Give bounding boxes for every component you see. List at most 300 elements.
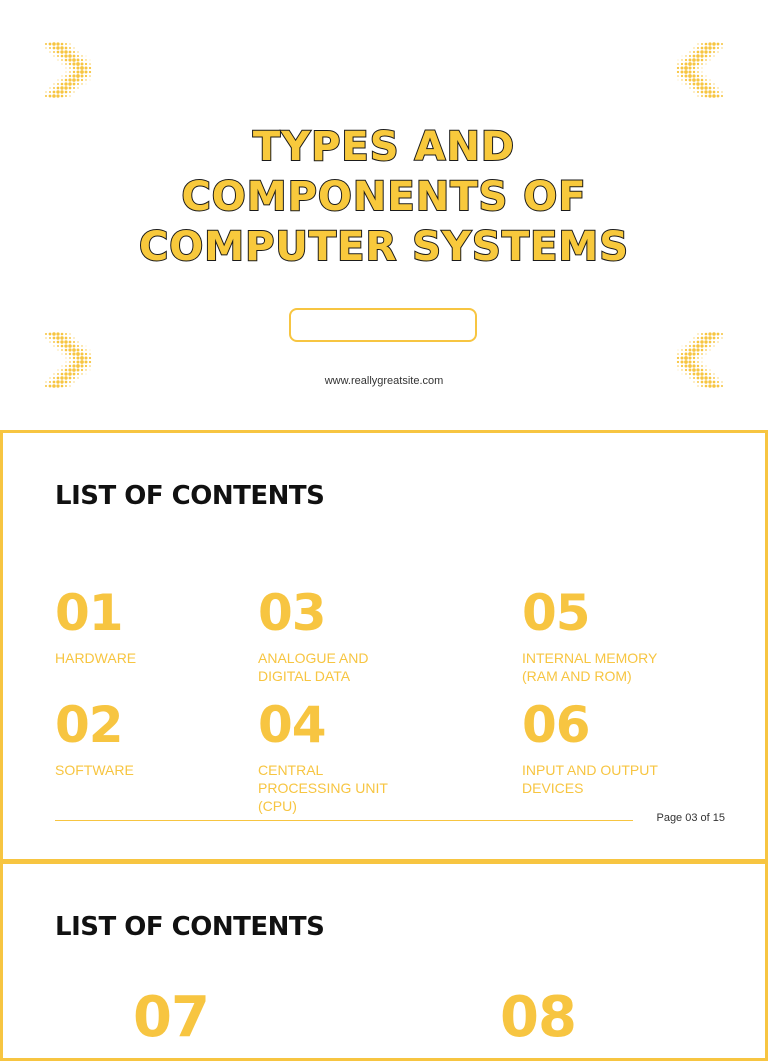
halftone-dot: [45, 337, 46, 338]
halftone-dot: [80, 356, 84, 360]
halftone-dot: [709, 87, 712, 90]
halftone-dot: [80, 360, 84, 364]
halftone-dot: [682, 84, 683, 85]
halftone-dot: [701, 91, 704, 94]
halftone-dot: [73, 341, 75, 343]
halftone-dot: [56, 94, 59, 97]
halftone-dot: [52, 94, 56, 98]
halftone-dot: [68, 78, 71, 81]
halftone-dot: [693, 71, 695, 73]
halftone-dot: [68, 348, 71, 351]
item-number: 05: [522, 584, 590, 642]
halftone-dot: [689, 369, 692, 372]
halftone-dot: [76, 66, 79, 69]
halftone-dot: [684, 66, 688, 70]
halftone-dot: [90, 350, 91, 351]
halftone-dot: [677, 357, 679, 359]
halftone-dot: [701, 353, 703, 355]
halftone-dot: [73, 87, 75, 89]
halftone-dot: [72, 58, 76, 62]
halftone-dot: [81, 83, 82, 84]
halftone-dot: [68, 344, 72, 348]
halftone-dot: [57, 79, 58, 80]
halftone-dot: [696, 78, 699, 81]
halftone-dot: [65, 353, 67, 355]
halftone-dot: [696, 348, 699, 351]
halftone-dot: [689, 51, 690, 52]
halftone-dot: [61, 83, 64, 86]
halftone-dot: [705, 75, 706, 76]
halftone-dot: [72, 62, 75, 65]
halftone-dot: [84, 70, 87, 73]
halftone-dot: [73, 361, 75, 363]
halftone-dot: [697, 75, 699, 77]
halftone-dot: [73, 47, 74, 48]
halftone-dot: [76, 360, 79, 363]
halftone-dot: [702, 72, 703, 73]
halftone-dot: [89, 361, 91, 363]
halftone-dot: [49, 51, 50, 52]
halftone-dot: [65, 75, 67, 77]
halftone-dot: [60, 336, 63, 339]
halftone-dot: [69, 333, 70, 334]
item-number: 04: [258, 696, 326, 754]
item-number: 07: [133, 985, 209, 1050]
halftone-dot: [717, 91, 719, 93]
halftone-dot: [712, 42, 716, 46]
halftone-dot: [692, 74, 695, 77]
halftone-dot: [701, 365, 703, 367]
halftone-dot: [705, 59, 707, 61]
halftone-dot: [685, 353, 688, 356]
halftone-dot: [53, 47, 56, 50]
halftone-dot: [90, 60, 91, 61]
halftone-dot: [721, 43, 723, 45]
halftone-dot: [697, 365, 699, 367]
halftone-dot: [701, 63, 703, 65]
halftone-dot: [705, 345, 708, 348]
halftone-dot: [713, 341, 715, 343]
halftone-dot: [713, 91, 716, 94]
halftone-dot: [677, 365, 679, 367]
halftone-dot: [701, 79, 704, 82]
halftone-dot: [702, 362, 703, 363]
halftone-dot: [49, 91, 51, 93]
halftone-dot: [89, 365, 91, 367]
halftone-dot: [81, 353, 84, 356]
halftone-dot: [701, 349, 704, 352]
halftone-dot: [73, 67, 75, 69]
halftone-dot: [69, 43, 70, 44]
halftone-dot: [72, 74, 75, 77]
halftone-dot: [61, 349, 63, 351]
halftone-dot: [685, 365, 688, 368]
halftone-dot: [712, 94, 716, 98]
halftone-dot: [709, 369, 710, 370]
halftone-dot: [692, 62, 695, 65]
halftone-dot: [689, 349, 692, 352]
halftone-dot: [53, 337, 56, 340]
halftone-dot: [705, 95, 708, 98]
halftone-dot: [688, 352, 692, 356]
halftone-dot: [45, 43, 47, 45]
halftone-dot: [704, 46, 707, 49]
halftone-dot: [693, 87, 695, 89]
halftone-dot: [45, 95, 47, 97]
item-number: 03: [258, 584, 326, 642]
halftone-dot: [89, 71, 91, 73]
halftone-dot: [81, 75, 84, 78]
item-label: CENTRAL PROCESSING UNIT (CPU): [258, 762, 388, 814]
halftone-dot: [705, 43, 708, 46]
halftone-dot: [65, 59, 68, 62]
halftone-dot: [697, 67, 699, 69]
item-label: ANALOGUE AND DIGITAL DATA: [258, 650, 369, 684]
halftone-dot: [688, 360, 691, 363]
halftone-dot: [57, 87, 60, 90]
halftone-dot: [80, 70, 84, 74]
halftone-dot: [708, 42, 711, 45]
halftone-dot: [717, 87, 718, 88]
halftone-dot: [73, 345, 76, 348]
halftone-dot: [688, 364, 692, 368]
halftone-dot: [701, 47, 704, 50]
halftone-dot: [69, 361, 71, 363]
halftone-dot: [700, 50, 703, 53]
halftone-dot: [697, 71, 699, 73]
halftone-dot: [53, 51, 55, 53]
halftone-dot: [682, 346, 683, 347]
halftone-dot: [77, 341, 78, 342]
halftone-dot: [61, 43, 64, 46]
contents-slide-1: [0, 430, 768, 862]
halftone-dot: [681, 369, 682, 370]
contents-item: [55, 697, 235, 779]
halftone-dot: [701, 43, 703, 45]
cover-title-line: COMPUTER SYSTEMS: [138, 224, 630, 270]
cover-title-line: TYPES AND: [252, 124, 516, 170]
halftone-dot: [705, 83, 708, 86]
halftone-dot: [708, 90, 711, 93]
halftone-dot: [717, 95, 720, 98]
halftone-dot: [712, 332, 716, 336]
halftone-dot: [700, 54, 703, 57]
halftone-dot: [721, 47, 722, 48]
halftone-dot: [53, 55, 54, 56]
chevron-right-halftone-icon: [44, 42, 92, 98]
halftone-dot: [689, 345, 691, 347]
halftone-dot: [69, 87, 72, 90]
halftone-dot: [60, 90, 63, 93]
halftone-dot: [704, 90, 707, 93]
halftone-dot: [697, 51, 700, 54]
halftone-dot: [685, 79, 687, 81]
halftone-dot: [77, 55, 79, 57]
halftone-dot: [713, 345, 714, 346]
halftone-dot: [677, 361, 679, 363]
halftone-dot: [73, 91, 74, 92]
halftone-dot: [681, 79, 682, 80]
halftone-dot: [700, 86, 703, 89]
halftone-dot: [77, 83, 79, 85]
halftone-dot: [688, 356, 691, 359]
halftone-dot: [68, 368, 71, 371]
halftone-dot: [697, 87, 700, 90]
halftone-dot: [681, 59, 682, 60]
halftone-dot: [69, 91, 71, 93]
halftone-dot: [66, 358, 67, 359]
halftone-dot: [700, 340, 703, 343]
halftone-dot: [721, 337, 722, 338]
halftone-dot: [69, 71, 71, 73]
halftone-dot: [86, 346, 87, 347]
halftone-dot: [72, 368, 76, 372]
halftone-dot: [52, 42, 56, 46]
halftone-dot: [65, 63, 67, 65]
halftone-dot: [709, 59, 710, 60]
halftone-dot: [684, 70, 688, 74]
halftone-dot: [81, 63, 84, 66]
halftone-dot: [64, 54, 67, 57]
halftone-dot: [713, 51, 715, 53]
halftone-dot: [68, 58, 71, 61]
item-number: 02: [55, 696, 123, 754]
halftone-dot: [61, 75, 62, 76]
halftone-dot: [693, 361, 695, 363]
halftone-dot: [53, 345, 54, 346]
halftone-dot: [678, 80, 679, 81]
halftone-dot: [709, 349, 710, 350]
halftone-dot: [81, 365, 84, 368]
halftone-dot: [69, 353, 71, 355]
halftone-dot: [704, 50, 707, 53]
halftone-dot: [61, 369, 63, 371]
halftone-dot: [57, 345, 59, 347]
halftone-dot: [685, 63, 688, 66]
halftone-dot: [677, 67, 679, 69]
halftone-dot: [65, 79, 68, 82]
halftone-dot: [73, 83, 76, 86]
halftone-dot: [705, 55, 708, 58]
halftone-dot: [677, 353, 679, 355]
halftone-dot: [65, 337, 68, 340]
halftone-dot: [709, 83, 711, 85]
halftone-dot: [696, 54, 700, 58]
halftone-dot: [69, 95, 70, 96]
halftone-dot: [708, 46, 711, 49]
halftone-dot: [61, 345, 64, 348]
website-url: www.reallygreatsite.com: [324, 375, 444, 387]
halftone-dot: [57, 51, 60, 54]
contents-item: [500, 985, 576, 1050]
halftone-dot: [57, 341, 60, 344]
halftone-dot: [697, 333, 698, 334]
halftone-dot: [69, 51, 72, 54]
halftone-dot: [717, 51, 718, 52]
halftone-dot: [76, 352, 80, 356]
halftone-dot: [705, 369, 707, 371]
halftone-dot: [702, 68, 703, 69]
halftone-dot: [77, 51, 78, 52]
halftone-dot: [56, 336, 59, 339]
halftone-dot: [696, 368, 699, 371]
halftone-dot: [709, 79, 710, 80]
halftone-dot: [689, 83, 691, 85]
halftone-dot: [85, 349, 86, 350]
halftone-dot: [713, 337, 716, 340]
halftone-dot: [681, 365, 683, 367]
halftone-dot: [684, 356, 688, 360]
halftone-dot: [61, 79, 63, 81]
footer-divider: [55, 820, 633, 821]
contents-item: [522, 585, 722, 685]
halftone-dot: [60, 50, 63, 53]
halftone-dot: [56, 42, 59, 45]
halftone-dot: [678, 350, 679, 351]
halftone-dot: [76, 364, 80, 368]
halftone-dot: [85, 59, 86, 60]
halftone-dot: [65, 349, 68, 352]
halftone-dot: [705, 333, 708, 336]
halftone-dot: [84, 356, 87, 359]
halftone-dot: [57, 59, 58, 60]
halftone-dot: [49, 43, 52, 46]
halftone-dot: [86, 56, 87, 57]
cover-subtitle-box: [289, 308, 477, 342]
halftone-dot: [697, 47, 699, 49]
halftone-dot: [693, 341, 695, 343]
halftone-dot: [60, 46, 63, 49]
halftone-dot: [86, 84, 87, 85]
halftone-dot: [60, 86, 63, 89]
halftone-dot: [697, 63, 699, 65]
halftone-dot: [72, 352, 75, 355]
halftone-dot: [61, 333, 64, 336]
halftone-dot: [692, 368, 696, 372]
halftone-dot: [717, 43, 720, 46]
halftone-dot: [85, 369, 86, 370]
halftone-dot: [693, 357, 695, 359]
halftone-dot: [688, 62, 692, 66]
halftone-dot: [688, 74, 692, 78]
halftone-dot: [69, 357, 71, 359]
item-number: 08: [500, 985, 576, 1050]
halftone-dot: [85, 365, 87, 367]
contents-item: [522, 697, 722, 797]
halftone-dot: [693, 345, 696, 348]
halftone-dot: [721, 333, 723, 335]
halftone-dot: [701, 95, 703, 97]
halftone-dot: [85, 353, 87, 355]
halftone-dot: [709, 51, 712, 54]
halftone-dot: [697, 361, 699, 363]
halftone-dot: [45, 91, 46, 92]
halftone-dot: [681, 349, 682, 350]
halftone-dot: [717, 341, 718, 342]
halftone-dot: [73, 71, 75, 73]
halftone-dot: [717, 47, 719, 49]
halftone-dot: [696, 82, 700, 86]
halftone-dot: [685, 83, 686, 84]
halftone-dot: [81, 55, 82, 56]
halftone-dot: [57, 55, 59, 57]
item-number: 06: [522, 696, 590, 754]
halftone-dot: [64, 340, 67, 343]
halftone-dot: [705, 79, 707, 81]
halftone-dot: [85, 75, 87, 77]
halftone-dot: [701, 59, 704, 62]
halftone-dot: [49, 333, 52, 336]
halftone-dot: [77, 59, 80, 62]
halftone-dot: [64, 344, 67, 347]
cover-title-line: COMPONENTS OF: [181, 174, 587, 220]
halftone-dot: [709, 345, 711, 347]
halftone-dot: [678, 60, 679, 61]
halftone-dot: [61, 95, 64, 98]
halftone-dot: [89, 67, 91, 69]
halftone-dot: [685, 349, 687, 351]
halftone-dot: [700, 344, 703, 347]
halftone-dot: [49, 337, 51, 339]
halftone-dot: [66, 72, 67, 73]
halftone-dot: [69, 341, 72, 344]
halftone-dot: [45, 333, 47, 335]
halftone-dot: [717, 337, 719, 339]
halftone-dot: [89, 357, 91, 359]
halftone-dot: [713, 47, 716, 50]
halftone-dot: [61, 59, 63, 61]
halftone-dot: [697, 341, 700, 344]
halftone-dot: [692, 78, 696, 82]
halftone-dot: [713, 55, 714, 56]
item-label: INPUT AND OUTPUT DEVICES: [522, 762, 658, 796]
halftone-dot: [693, 67, 695, 69]
halftone-dot: [53, 83, 54, 84]
halftone-dot: [65, 91, 68, 94]
halftone-dot: [65, 43, 67, 45]
halftone-dot: [77, 345, 79, 347]
halftone-dot: [53, 341, 55, 343]
halftone-dot: [704, 340, 707, 343]
halftone-dot: [685, 59, 687, 61]
halftone-dot: [56, 46, 59, 49]
halftone-dot: [57, 369, 58, 370]
contents-item: [258, 585, 458, 685]
halftone-dot: [685, 55, 686, 56]
halftone-dot: [81, 79, 83, 81]
halftone-dot: [697, 95, 698, 96]
halftone-dot: [693, 83, 696, 86]
halftone-dot: [681, 353, 683, 355]
halftone-dot: [56, 332, 59, 335]
halftone-dot: [677, 75, 679, 77]
contents-item: [258, 697, 458, 815]
halftone-dot: [73, 337, 74, 338]
halftone-dot: [697, 43, 698, 44]
contents-heading: LIST OF CONTENTS: [55, 912, 325, 942]
halftone-dot: [69, 63, 71, 65]
halftone-dot: [704, 336, 707, 339]
halftone-dot: [53, 87, 55, 89]
halftone-dot: [697, 353, 699, 355]
halftone-dot: [85, 63, 87, 65]
cover-slide: [0, 0, 768, 430]
halftone-dot: [689, 59, 692, 62]
halftone-dot: [85, 79, 86, 80]
halftone-dot: [693, 55, 696, 58]
halftone-dot: [49, 95, 52, 98]
halftone-dot: [57, 83, 59, 85]
